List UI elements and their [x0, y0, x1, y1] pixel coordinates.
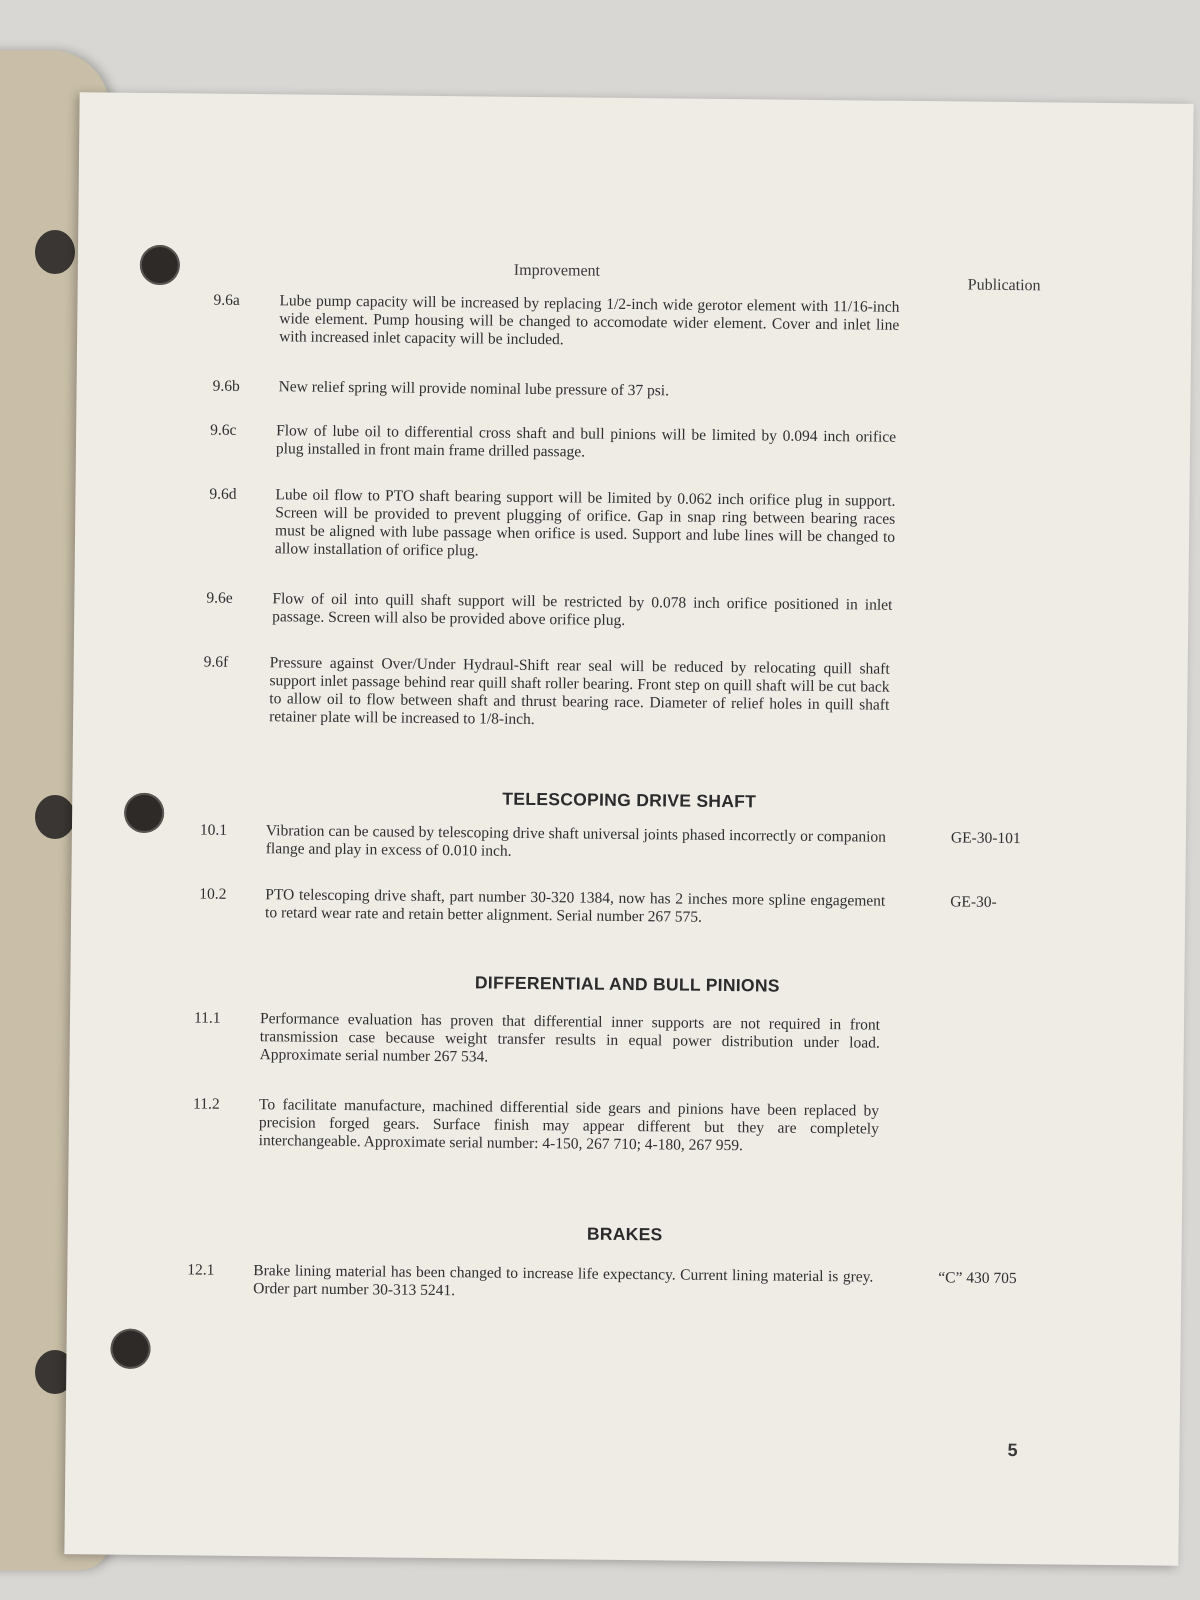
punch-hole — [110, 1329, 150, 1369]
item-number: 12.1 — [187, 1261, 215, 1279]
item-text: Lube oil flow to PTO shaft bearing support will be limited by 0.062 inch orifice plug in support. Screen will be provided to prevent plugging of orifice. Gap in snap ring between bearing races must be aligned with lube passage when orifice is used. Support and lube lines will be changed to allow installation of orifice plug. — [274, 486, 896, 560]
item-number: 9.6f — [203, 653, 229, 671]
item-number: 10.2 — [199, 885, 227, 903]
item-number: 10.1 — [199, 821, 228, 839]
publication-ref: “C” 430 705 — [938, 1269, 1017, 1288]
item-text: Flow of lube oil to differential cross shaft and bull pinions will be limited by 0.094 inch orifice plug installed in front main frame drilled passage. — [275, 422, 897, 461]
item-text: PTO telescoping drive shaft, part number 30-320 1384, now has 2 inches more spline engagement to retard wear rate and retain better alignment. Serial number 267 575. — [265, 886, 886, 926]
list-item — [194, 1009, 1015, 1072]
item-text: New relief spring will provide nominal lube pressure of 37 psi. — [278, 378, 670, 400]
list-item — [206, 590, 1026, 635]
section-heading: DIFFERENTIAL AND BULL PINIONS — [474, 972, 780, 996]
item-number: 9.6c — [210, 421, 237, 439]
list-item — [213, 378, 1033, 405]
cover-punch-hole — [35, 230, 75, 274]
list-item — [200, 822, 1020, 867]
list-item — [187, 1261, 1017, 1306]
item-text: To facilitate manufacture, machined differential side gears and pinions have been replaced by precision forged gears. Surface finish may appear different but they are completely interchangeable. Approximate serial number: 4-150, 267 710; 4-180, 267 959. — [258, 1096, 880, 1155]
publication-ref: GE-30-101 — [950, 829, 1021, 848]
item-text: Brake lining material has been changed to increase life expectancy. Current lining material is grey. Order part number 30-313 5241. — [253, 1262, 874, 1300]
list-item — [209, 486, 1030, 567]
item-number: 9.6a — [213, 291, 240, 309]
item-text: Lube pump capacity will be increased by replacing 1/2-inch wide gerotor element with 11/16-inch wide element. Pump housing will be changed to accomodate wider element. Cover and inlet line with increased inlet capacity will be included. — [279, 292, 900, 349]
column-header-publication: Publication — [967, 276, 1041, 295]
list-item — [193, 1095, 1014, 1158]
item-text: Performance evaluation has proven that differential inner supports are not required in front transmission case because weight transfer results in equal power distribution under load. Approximate serial number 267 534. — [259, 1010, 881, 1066]
item-number: 9.6e — [206, 589, 233, 607]
document-page — [64, 92, 1193, 1566]
punch-hole — [140, 245, 180, 285]
item-number: 11.1 — [193, 1009, 221, 1027]
item-text: Flow of oil into quill shaft support will be restricted by 0.078 inch orifice positioned in inlet passage. Screen will also be provided above orifice plug. — [272, 590, 893, 629]
item-text: Pressure against Over/Under Hydraul-Shift rear seal will be reduced by relocating quill shaft support inlet passage behind rear quill shaft roller bearing. Front step on quill shaft will be cut back to allow oil to flow between shaft and thrust bearing race. Diameter of relief holes in quill shaft retainer plate will be increased to 1/8-inch. — [269, 654, 890, 729]
column-header-improvement: Improvement — [513, 261, 601, 280]
section-heading: TELESCOPING DRIVE SHAFT — [502, 788, 757, 812]
section-heading: BRAKES — [586, 1223, 663, 1245]
item-number: 9.6b — [212, 377, 240, 395]
list-item — [213, 292, 1034, 355]
item-number: 11.2 — [193, 1095, 220, 1113]
list-item — [199, 886, 1019, 931]
publication-ref: GE-30- — [950, 893, 997, 911]
page-number: 5 — [1007, 1439, 1018, 1461]
cover-punch-hole — [35, 795, 75, 839]
list-item — [203, 654, 1024, 735]
list-item — [210, 422, 1030, 467]
item-text: Vibration can be caused by telescoping drive shaft universal joints phased incorrectly or companion flange and play in excess of 0.010 inch. — [265, 822, 887, 860]
item-number: 9.6d — [209, 485, 237, 503]
